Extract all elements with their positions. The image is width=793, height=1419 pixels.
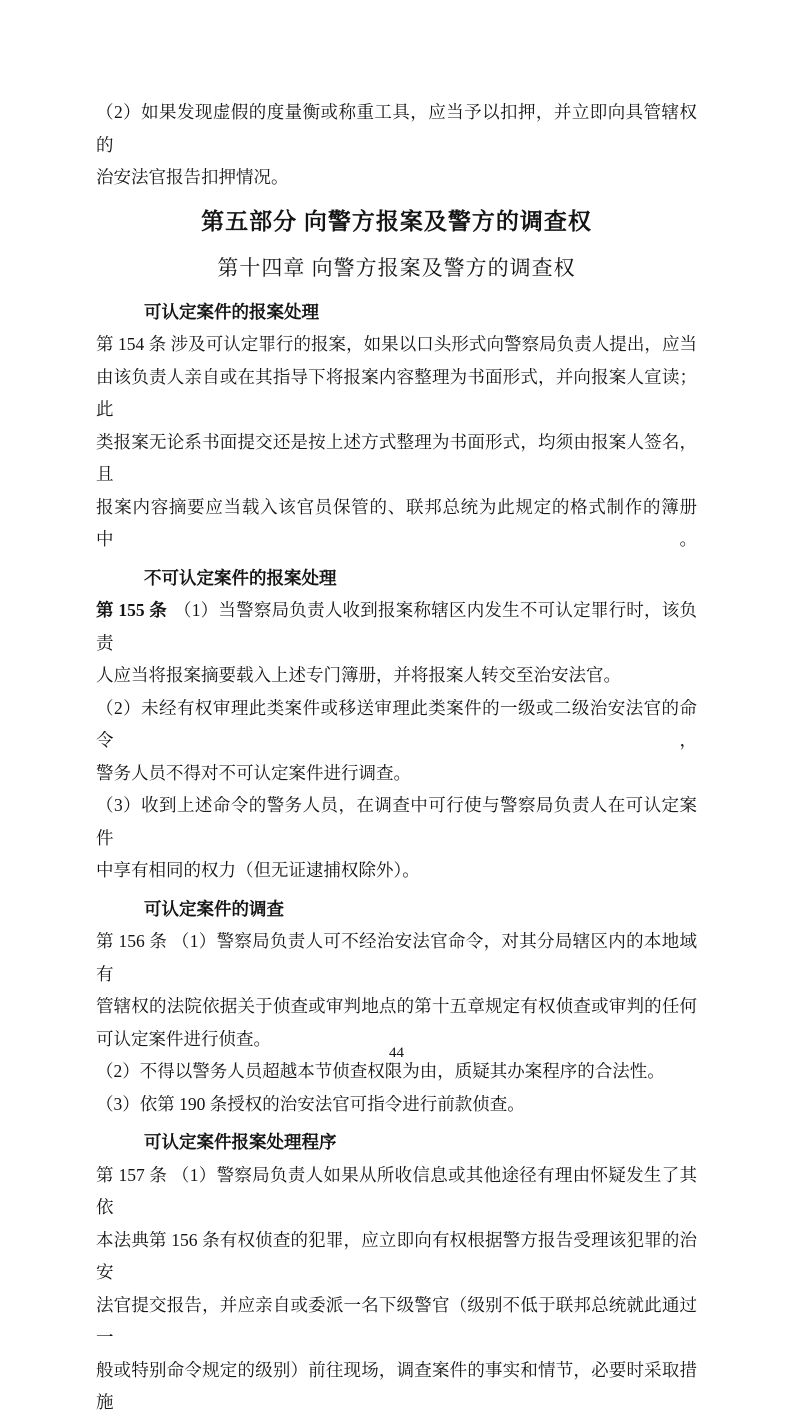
paragraph-line: 警务人员不得对不可认定案件进行调查。 <box>96 762 411 783</box>
section-heading: 可认定案件的调查 <box>144 898 284 919</box>
chapter-title: 第十四章 向警方报案及警方的调查权 <box>217 255 576 280</box>
paragraph-line: 第 157 条 （1）警察局负责人如果从所收信息或其他途径有理由怀疑发生了其依 <box>96 1164 697 1217</box>
paragraph-line <box>96 594 697 659</box>
section-heading: 可认定案件的报案处理 <box>144 301 319 322</box>
paragraph-line: 本法典第 156 条有权侦查的犯罪，应立即向有权根据警方报告受理该犯罪的治安 <box>96 1229 697 1282</box>
paragraph-line: 第 154 条 涉及可认定罪行的报案，如果以口头形式向警察局负责人提出，应当 <box>96 334 697 354</box>
paragraph-line: 人应当将报案摘要载入上述专门簿册，并将报案人转交至治安法官。 <box>96 665 621 685</box>
paragraph-line: 由该负责人亲自或在其指导下将报案内容整理为书面形式，并向报案人宣读；此 <box>96 366 697 419</box>
paragraph-line: 法官提交报告，并应亲自或委派一名下级警官（级别不低于联邦总统就此通过一 <box>96 1294 697 1347</box>
paragraph-line: 中享有相同的权力（但无证逮捕权除外）。 <box>96 860 420 880</box>
section-heading: 可认定案件报案处理程序 <box>144 1132 337 1152</box>
paragraph-line: （2）未经有权审理此类案件或移送审理此类案件的一级或二级治安法官的命令， <box>96 697 697 750</box>
paragraph-line: （2）不得以警务人员超越本节侦查权限为由，质疑其办案程序的合法性。 <box>96 1061 665 1081</box>
paragraph-line: 可认定案件进行侦查。 <box>96 1028 271 1049</box>
paragraph-text: （1）当警察局负责人收到报案称辖区内发生不可认定罪行时，该负责 <box>96 600 698 653</box>
paragraph-line: 第 156 条 （1）警察局负责人可不经治安法官命令，对其分局辖区内的本地域有 <box>96 931 697 984</box>
paragraph-line: （3）收到上述命令的警务人员，在调查中可行使与警察局负责人在可认定案件 <box>96 795 697 848</box>
part-title: 第五部分 向警方报案及警方的调查权 <box>201 208 592 234</box>
section-heading: 不可认定案件的报案处理 <box>144 567 337 588</box>
paragraph-line: 报案内容摘要应当载入该官员保管的、联邦总统为此规定的格式制作的簿册中。 <box>96 496 697 549</box>
paragraph-line: 治安法官报告扣押情况。 <box>96 167 289 187</box>
paragraph-line: （2）如果发现虚假的度量衡或称重工具，应当予以扣押，并立即向具管辖权的 <box>96 102 697 155</box>
paragraph-line: 般或特别命令规定的级别）前往现场，调查案件的事实和情节，必要时采取措施 <box>96 1359 697 1412</box>
page-number: 44 <box>389 1045 404 1061</box>
paragraph-line: （3）依第 190 条授权的治安法官可指令进行前款侦查。 <box>96 1093 525 1114</box>
paragraph-line: 管辖权的法院依据关于侦查或审判地点的第十五章规定有权侦查或审判的任何 <box>96 996 697 1016</box>
paragraph-line: 类报案无论系书面提交还是按上述方式整理为书面形式，均须由报案人签名，且 <box>96 431 697 484</box>
article-number: 第 155 条 <box>96 600 167 620</box>
